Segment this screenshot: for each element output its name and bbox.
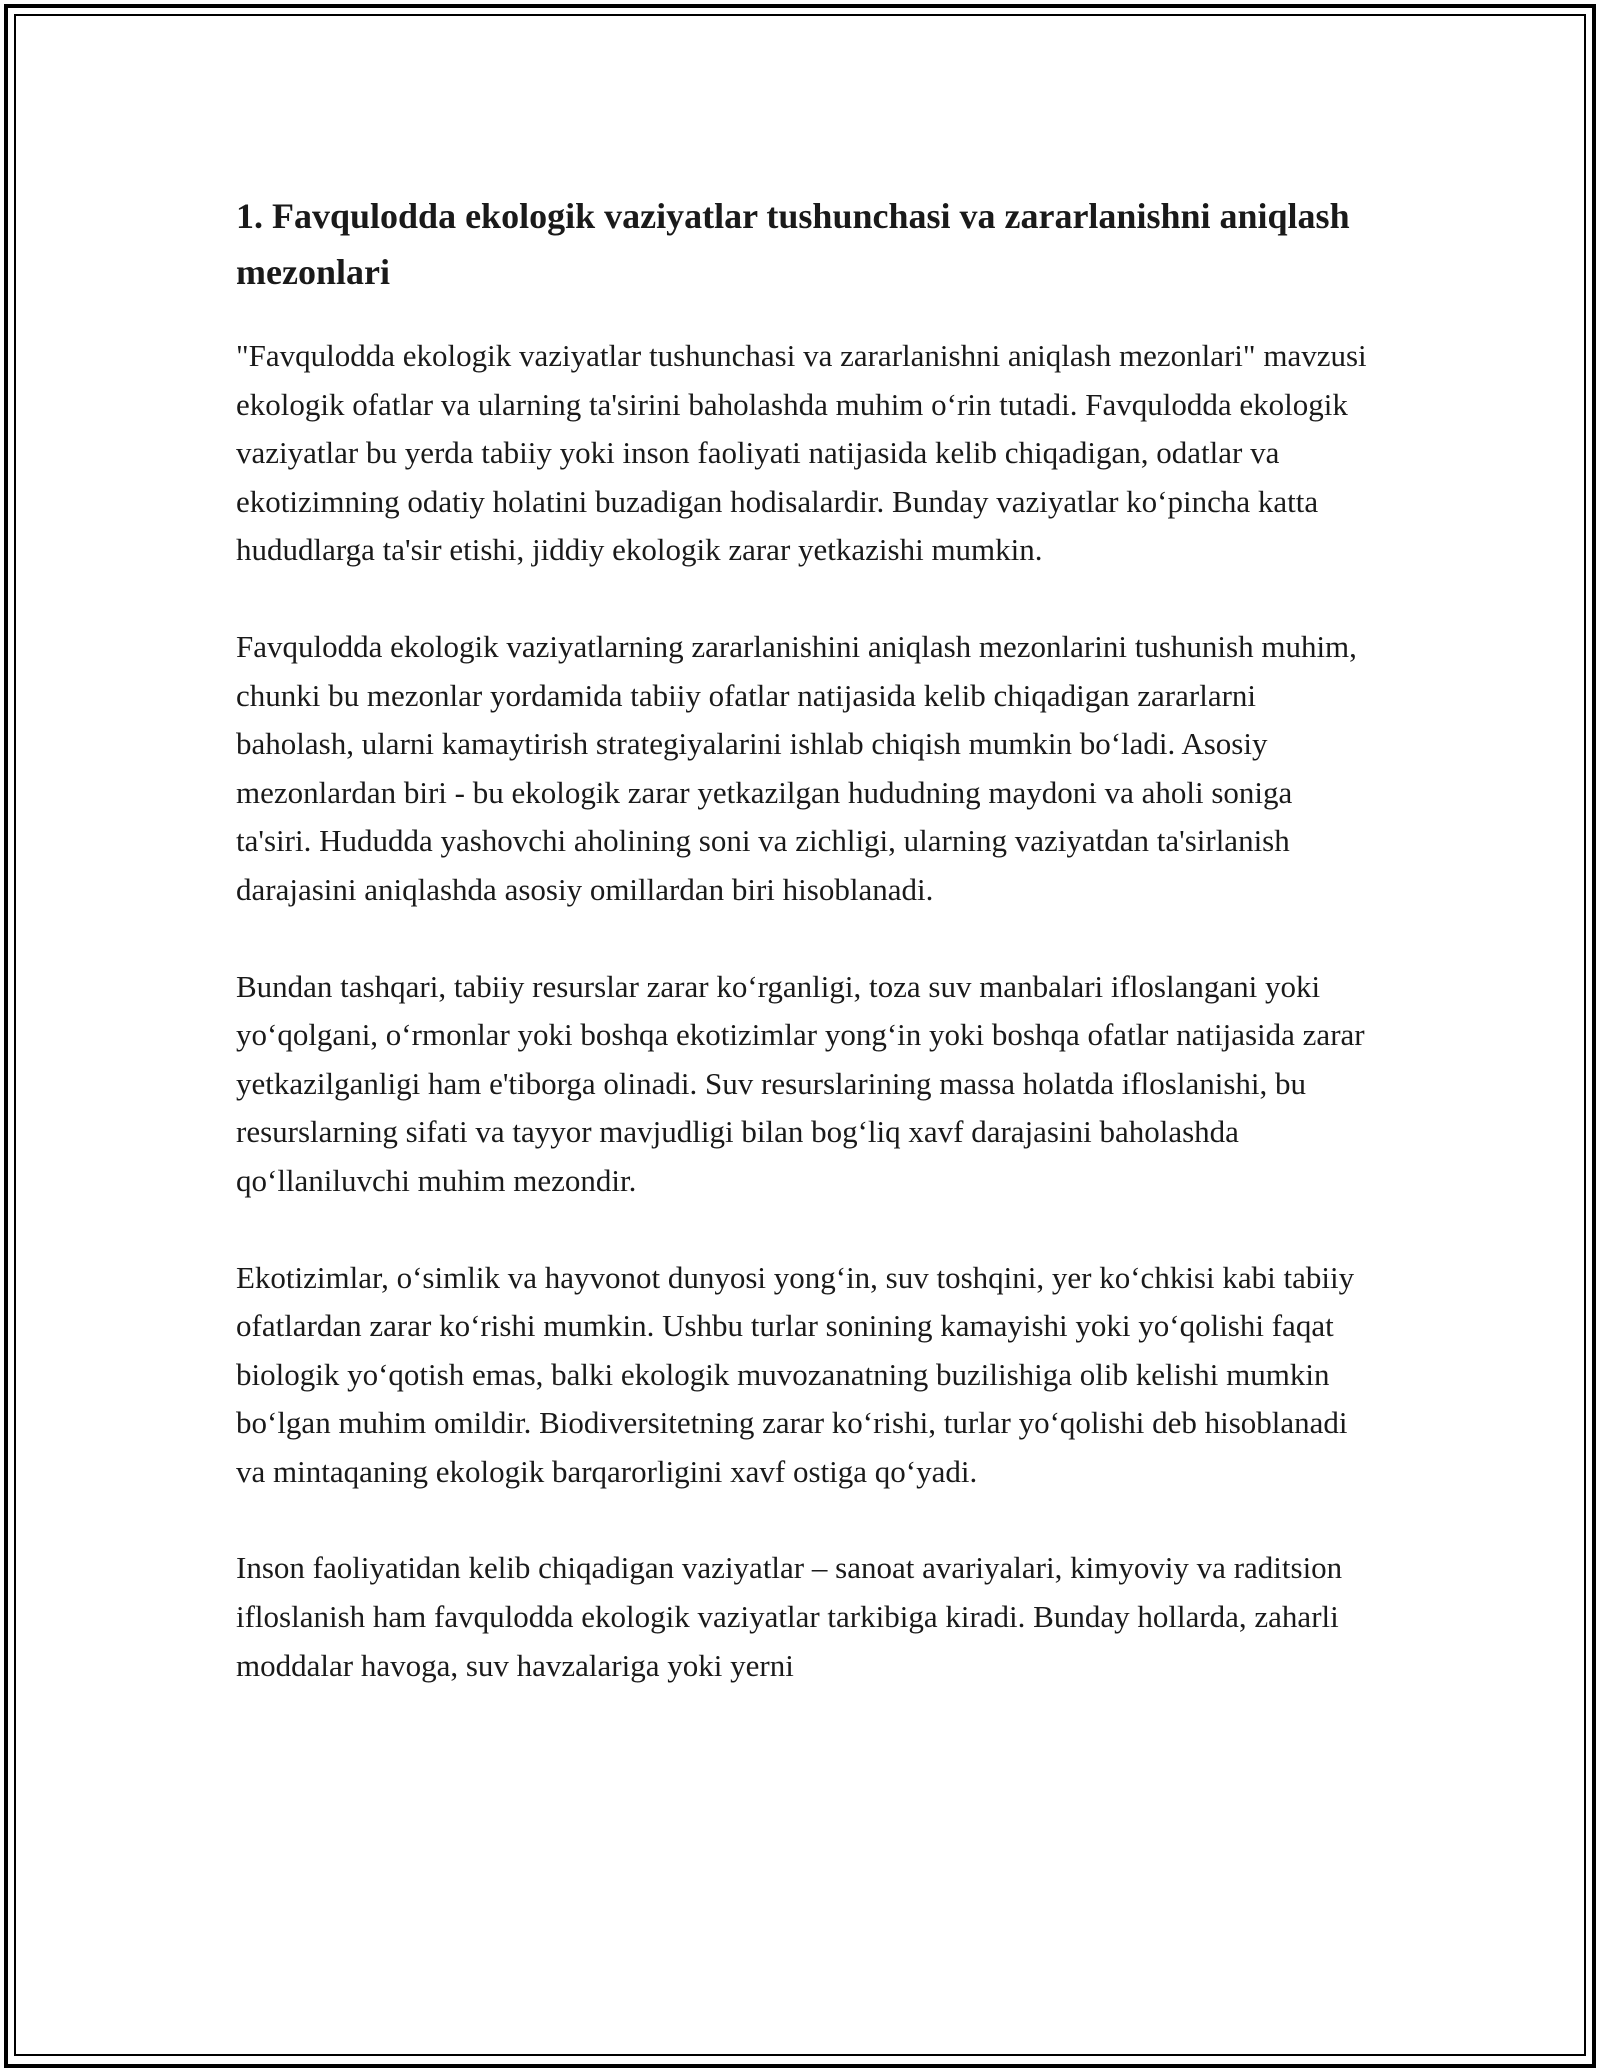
paragraph-5: Inson faoliyatidan kelib chiqadigan vaziyatlar – sanoat avariyalari, kimyoviy va raditsion ifloslanish ham favqulodda ekologik vaziyatlar tarkibiga kiradi. Bunday hollarda, zaharli moddalar havoga, suv havzalariga yoki yerni bbox=[236, 1550, 1343, 1683]
section-title: 1. Favqulodda ekologik vaziyatlar tushunchasi va zararlanishni aniqlash mezonlari bbox=[236, 196, 1350, 292]
paragraph-4: Ekotizimlar, oʻsimlik va hayvonot dunyosi yongʻin, suv toshqini, yer koʻchkisi kabi tabiiy ofatlardan zarar koʻrishi mumkin. Ushbu turlar sonining kamayishi yoki yoʻqolishi faqat biologik yoʻqotish emas, balki ekologik muvozanatning buzilishiga olib kelishi mumkin boʻlgan muhim omildir. Biodiversitetning zarar koʻrishi, turlar yoʻqolishi deb hisoblanadi va mintaqaning ekologik barqarorligini xavf ostiga qoʻyadi. bbox=[236, 1259, 1355, 1489]
paragraph-3: Bundan tashqari, tabiiy resurslar zarar koʻrganligi, toza suv manbalari ifloslangani yoki yoʻqolgani, oʻrmonlar yoki boshqa ekotizimlar yongʻin yoki boshqa ofatlar natijasida zarar yetkazilganligi ham e'tiborga olinadi. Suv resurslarining massa holatda ifloslanishi, bu resurslarning sifati va tayyor mavjudligi bilan bogʻliq xavf darajasini baholashda qoʻllaniluvchi muhim mezondir. bbox=[236, 968, 1365, 1198]
document-page bbox=[236, 188, 1372, 1738]
paragraph-1: "Favqulodda ekologik vaziyatlar tushunchasi va zararlanishni aniqlash mezonlari" mavzusi ekologik ofatlar va ularning ta'sirini baholashda muhim oʻrin tutadi. Favqulodda ekologik vaziyatlar bu yerda tabiiy yoki inson faoliyati natijasida kelib chiqadigan, odatlar va ekotizimning odatiy holatini buzadigan hodisalardir. Bunday vaziyatlar koʻpincha katta hududlarga ta'sir etishi, jiddiy ekologik zarar yetkazishi mumkin. bbox=[236, 338, 1367, 568]
paragraph-2: Favqulodda ekologik vaziyatlarning zararlanishini aniqlash mezonlarini tushunish muhim, chunki bu mezonlar yordamida tabiiy ofatlar natijasida kelib chiqadigan zararlarni baholash, ularni kamaytirish strategiyalarini ishlab chiqish mumkin boʻladi. Asosiy mezonlardan biri - bu ekologik zarar yetkazilgan hududning maydoni va aholi soniga ta'siri. Hududda yashovchi aholining soni va zichligi, ularning vaziyatdan ta'sirlanish darajasini aniqlashda asosiy omillardan biri hisoblanadi. bbox=[236, 628, 1357, 907]
